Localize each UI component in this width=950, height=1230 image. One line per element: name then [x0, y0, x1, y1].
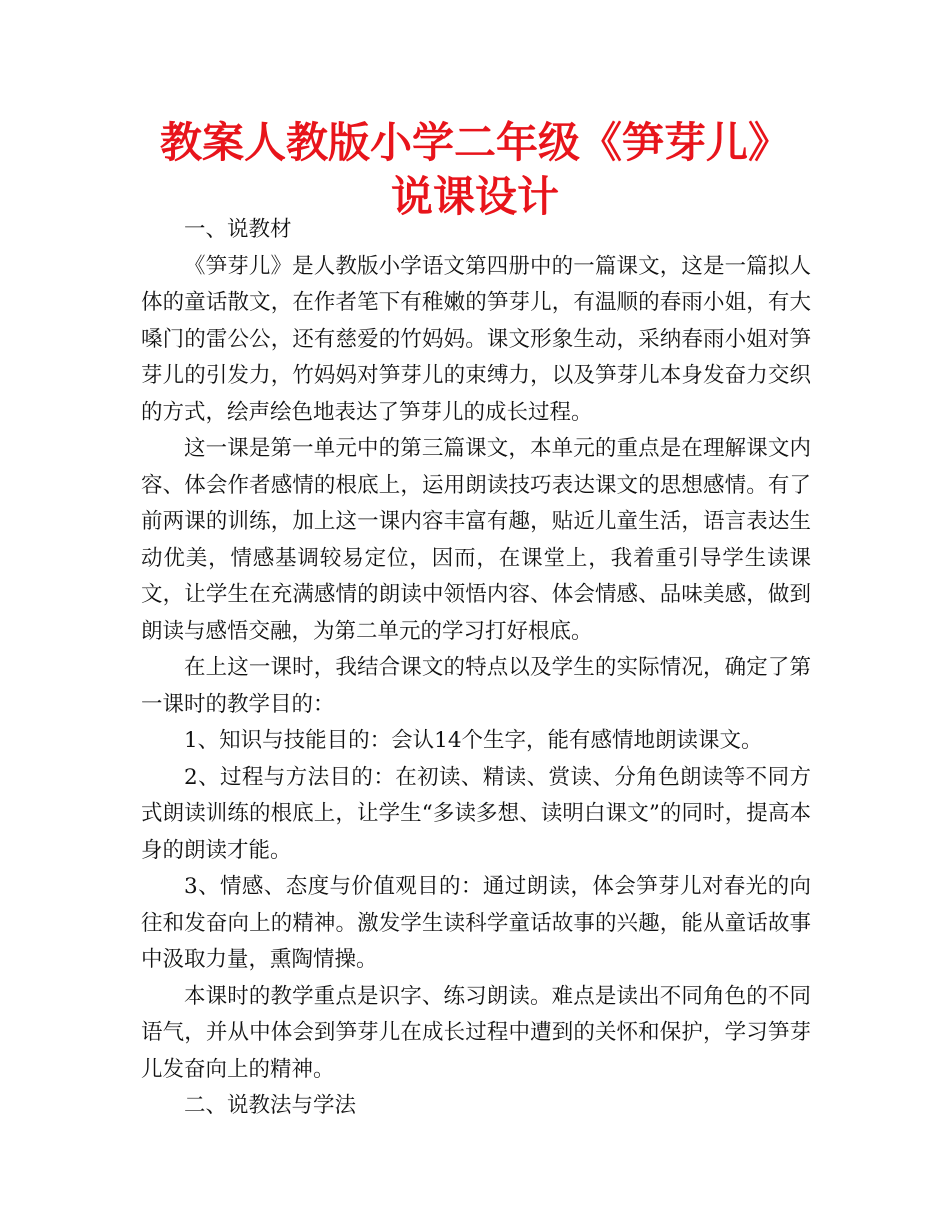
- paragraph-text-intro: 《笋芽儿》是人教版小学语文第四册中的一篇课文，这是一篇拟人体的童话散文，在作者笔下有稚嫩的笋芽儿，有温顺的春雨小姐，有大嗓门的雷公公，还有慈爱的竹妈妈。课文形象生动，采纳春雨小姐对笋芽儿的引发力，竹妈妈对笋芽儿的束缚力，以及笋芽儿本身发奋力交织的方式，绘声绘色地表达了笋芽儿的成长过程。: [141, 253, 811, 425]
- section-heading-teaching-material: 一、说教材: [184, 217, 292, 242]
- paragraph-key-difficult-points: 本课时的教学重点是识字、练习朗读。难点是读出不同角色的不同语气，并从中体会到笋芽儿在成长过程中遭到的关怀和保护，学习笋芽儿发奋向上的精神。: [141, 983, 811, 1082]
- objective-process-method: 2、过程与方法目的：在初读、精读、赏读、分角色朗读等不同方式朗读训练的根底上，让学生“多读多想、读明白课文”的同时，提高本身的朗读才能。: [141, 764, 811, 863]
- objective-knowledge-skills: 1、知识与技能目的：会认14个生字，能有感情地朗读课文。: [184, 728, 763, 753]
- document-title: 教案人教版小学二年级《笋芽儿》说课设计: [159, 118, 790, 221]
- paragraph-objectives-intro: 在上这一课时，我结合课文的特点以及学生的实际情况，确定了第一课时的教学目的：: [141, 655, 811, 717]
- document-body: [141, 212, 811, 1125]
- paragraph-unit-focus: 这一课是第一单元中的第三篇课文，本单元的重点是在理解课文内容、体会作者感情的根底上，运用朗读技巧表达课文的思想感情。有了前两课的训练，加上这一课内容丰富有趣，贴近儿童生活，语言表达生动优美，情感基调较易定位，因而，在课堂上，我着重引导学生读课文，让学生在充满感情的朗读中领悟内容、体会情感、品味美感，做到朗读与感悟交融，为第二单元的学习打好根底。: [141, 436, 811, 644]
- section-heading-teaching-methods: 二、说教法与学法: [184, 1093, 357, 1118]
- objective-emotion-attitude: 3、情感、态度与价值观目的：通过朗读，体会笋芽儿对春光的向往和发奋向上的精神。激发学生读科学童话故事的兴趣，能从童话故事中汲取力量，熏陶情操。: [141, 874, 811, 972]
